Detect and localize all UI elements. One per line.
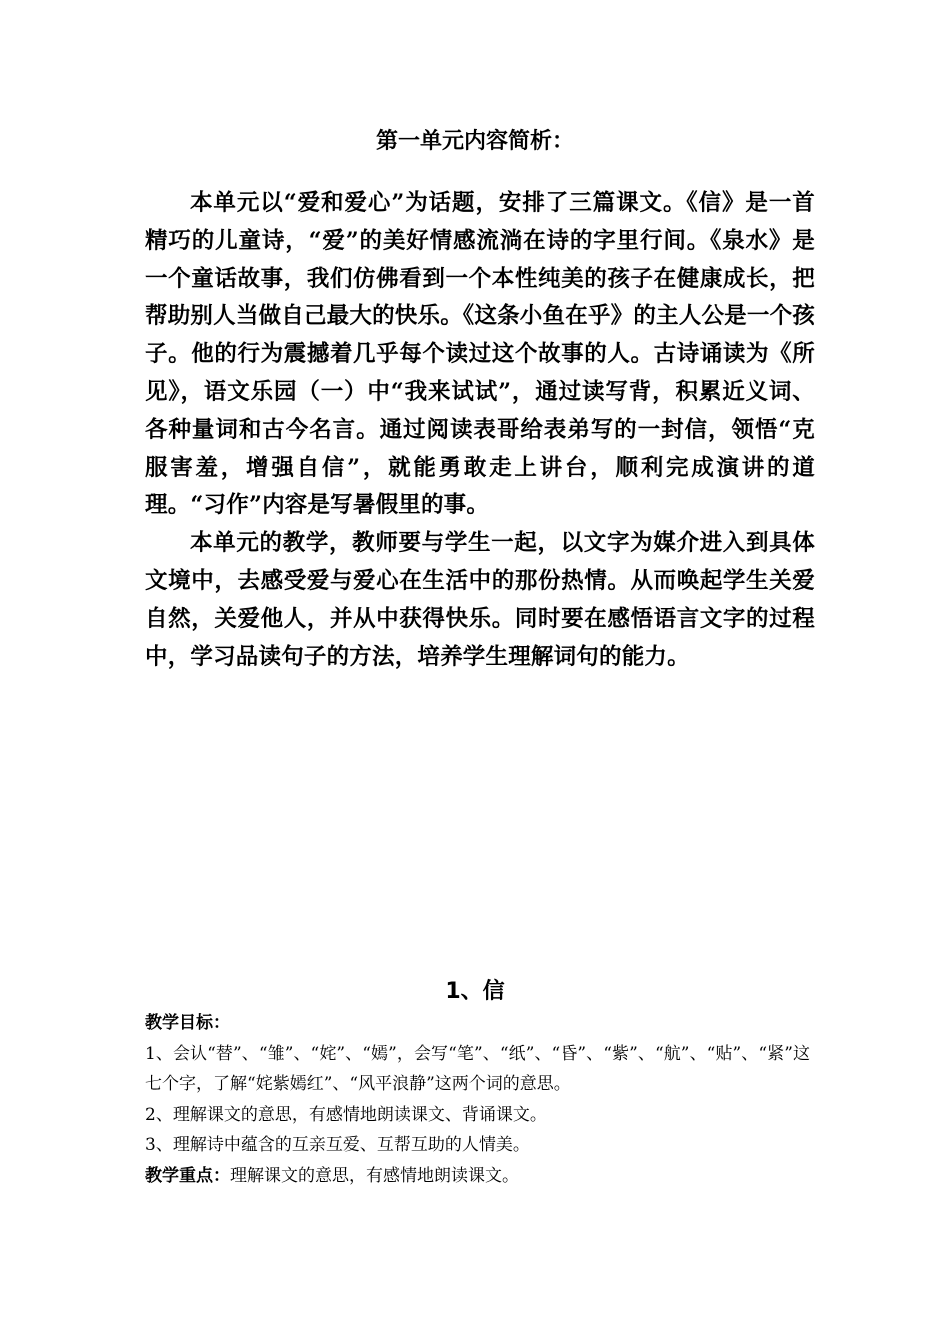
lesson-body [145,1008,810,1191]
unit-intro-body [145,185,815,676]
lesson-title: 1、信 [445,979,505,1004]
objective-item-3: 3、理解诗中蕴含的互亲互爱、互帮互助的人情美。 [145,1135,530,1155]
objective-item-1: 1、会认“替”、“雏”、“姹”、“嫣”，会写“笔”、“纸”、“昏”、“紫”、“航”、“贴”、“紧”这七个字，了解“姹紫嫣红”、“风平浪静”这两个词的意思。 [145,1043,810,1094]
key-points-heading: 教学重点： [145,1165,230,1186]
objectives-heading: 教学目标： [145,1013,230,1033]
intro-paragraph-1: 本单元以“爱和爱心”为话题，安排了三篇课文。《信》是一首精巧的儿童诗，“爱”的美好情感流淌在诗的字里行间。《泉水》是一个童话故事，我们仿佛看到一个本性纯美的孩子在健康成长，把帮助别人当做自己最大的快乐。《这条小鱼在乎》的主人公是一个孩子。他的行为震撼着几乎每个读过这个故事的人。古诗诵读为《所见》，语文乐园（一）中“我来试试”，通过读写背，积累近义词、各种量词和古今名言。通过阅读表哥给表弟写的一封信，领悟“克服害羞，增强自信”，就能勇敢走上讲台，顺利完成演讲的道理。“习作”内容是写暑假里的事。 [145,190,815,519]
key-points-text: 理解课文的意思，有感情地朗读课文。 [230,1165,519,1186]
key-points-line [145,1161,810,1192]
intro-paragraph-2: 本单元的教学，教师要与学生一起，以文字为媒介进入到具体文境中，去感受爱与爱心在生活中的那份热情。从而唤起学生关爱自然，关爱他人，并从中获得快乐。同时要在感悟语言文字的过程中，学习品读句子的方法，培养学生理解词句的能力。 [145,530,815,670]
unit-intro-title: 第一单元内容简析： [375,128,574,154]
objective-item-2: 2、理解课文的意思，有感情地朗读课文、背诵课文。 [145,1104,547,1125]
